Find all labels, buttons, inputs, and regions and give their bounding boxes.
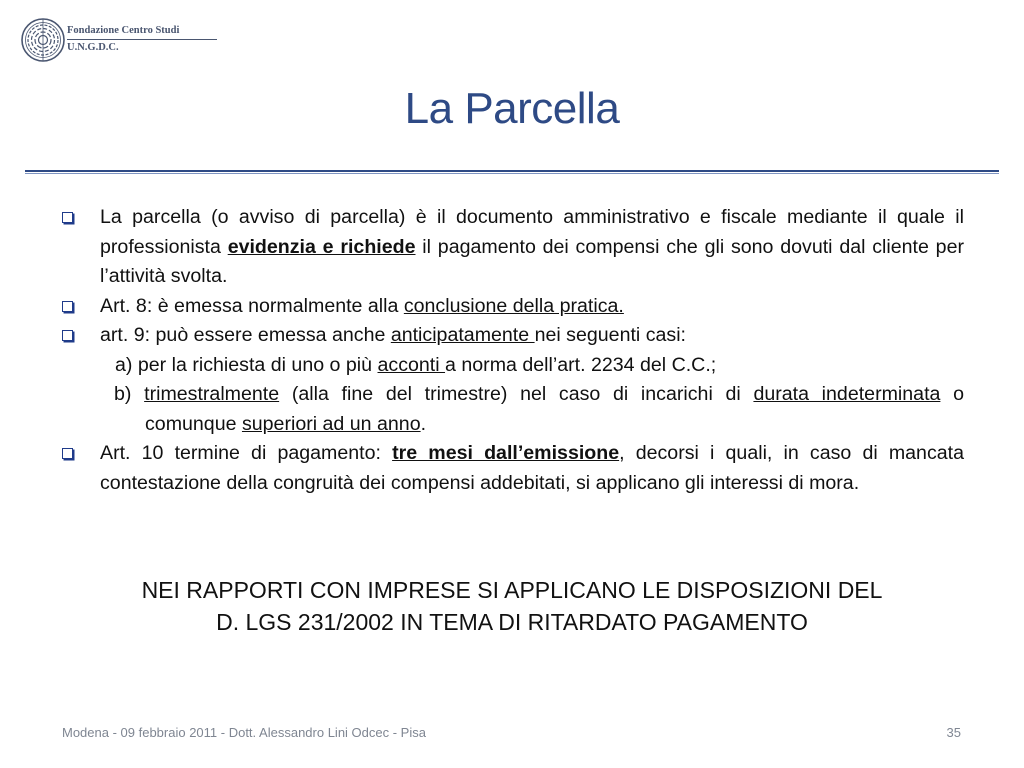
bullet-underlined-text: anticipatamente (390, 324, 535, 346)
notice-text (60, 574, 964, 638)
bullet-text: nei seguenti casi: (534, 324, 686, 346)
bullet-text: il pagamento dei compensi che gli sono dovuti dal cliente per l’attività svolta. (100, 235, 964, 287)
notice-line-2: D. LGS 231/2002 IN TEMA DI RITARDATO PAGAMENTO (216, 609, 808, 635)
sub-item-underlined-text: acconti (377, 353, 446, 376)
bullet-text: art. 9: può essere emessa anche (100, 324, 391, 346)
slide-title: La Parcella (404, 84, 620, 133)
title-divider (25, 170, 999, 172)
sub-item-text: . (420, 412, 427, 435)
logo-acronym: U.N.G.D.C. (67, 42, 119, 53)
footer-text: Modena - 09 febbraio 2011 - Dott. Alessandro Lini Odcec - Pisa (62, 725, 426, 740)
sub-item-text: b) (114, 383, 145, 405)
logo (20, 17, 220, 69)
checkbox-bullet-icon (62, 330, 73, 341)
sub-item-b (62, 380, 964, 439)
sub-item-text: a) per la richiesta di uno o più (115, 353, 378, 376)
page-number: 35 (946, 725, 961, 740)
foundation-seal-icon (20, 17, 66, 63)
title-divider-shadow (25, 173, 999, 174)
bullet-item-art-10 (62, 439, 964, 498)
bullet-item-art-9 (62, 321, 964, 351)
sub-item-underlined-text: superiori ad un anno (241, 412, 421, 435)
sub-item-underlined-text: durata indeterminata (753, 383, 941, 405)
notice-line-1: NEI RAPPORTI CON IMPRESE SI APPLICANO LE DISPOSIZIONI DEL (141, 577, 883, 603)
bullet-text: La parcella (o avviso di parcella) è il documento amministrativo e fiscale mediante il quale il professionista (100, 206, 964, 258)
bullet-text: , decorsi i quali, in caso di mancata contestazione della congruità dei compensi addebitati, si applicano gli interessi di mora. (100, 442, 964, 494)
bullet-text: Art. 10 termine di pagamento: (100, 442, 393, 464)
sub-item-text: a norma dell’art. 2234 del C.C.; (445, 353, 717, 376)
bullet-emphasis: tre mesi dall’emissione (392, 442, 620, 464)
bullet-item-definition (62, 203, 964, 292)
logo-text (67, 25, 217, 53)
sub-item-text: (alla fine del trimestre) nel caso di incarichi di (279, 383, 754, 405)
checkbox-bullet-icon (62, 212, 73, 223)
bullet-text: Art. 8: è emessa normalmente alla (100, 294, 404, 317)
checkbox-bullet-icon (62, 448, 73, 459)
bullet-emphasis: evidenzia e richiede (227, 235, 416, 258)
sub-item-text: o comunque (145, 383, 964, 435)
slide-body (62, 203, 964, 498)
checkbox-bullet-icon (62, 301, 73, 312)
sub-item-a (62, 351, 964, 381)
bullet-underlined-text: conclusione della pratica. (403, 294, 624, 317)
sub-item-underlined-text: trimestralmente (144, 383, 280, 405)
logo-name: Fondazione Centro Studi (67, 25, 217, 40)
bullet-item-art-8 (62, 292, 964, 322)
